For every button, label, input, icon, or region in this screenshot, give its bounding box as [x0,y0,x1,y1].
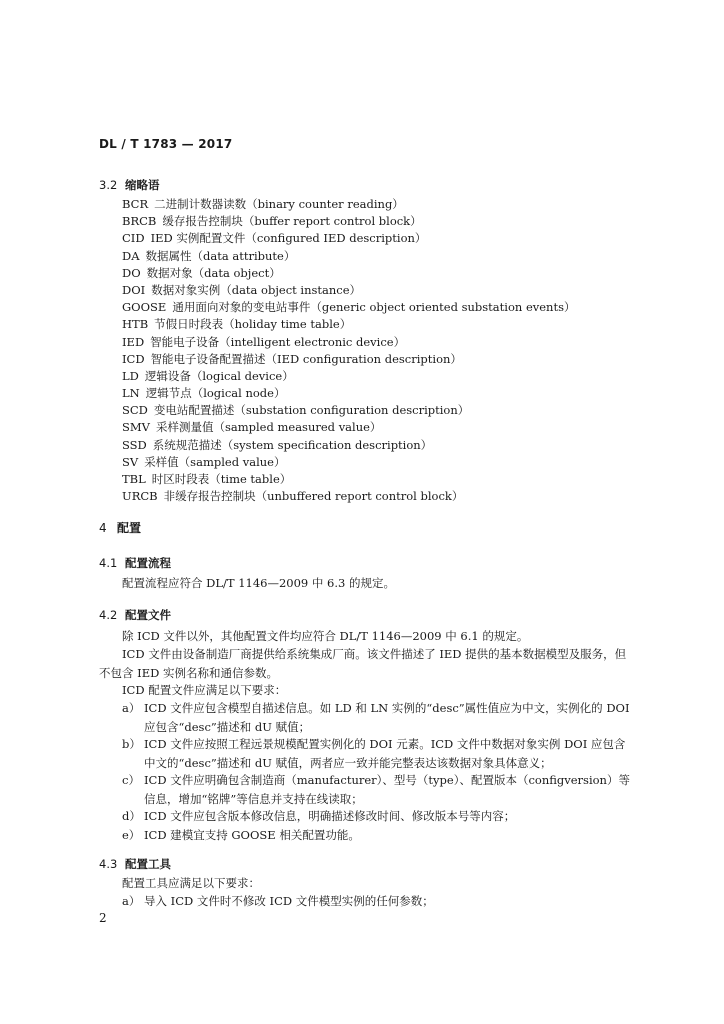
requirement-item [122,892,630,911]
paragraph: 配置流程应符合 DL/T 1146—2009 中 6.3 的规定。 [122,576,395,590]
item-text: 导入 ICD 文件时不修改 ICD 文件模型实例的任何参数； [144,894,434,908]
abbr-term: SMV [122,420,150,435]
abbr-desc: 系统规范描述（system specification description） [152,437,433,452]
section-title: 配置流程 [125,556,171,570]
abbr-desc: 时区时段表（time table） [151,472,292,486]
abbr-desc: 缓存报告控制块（buffer report control block） [162,214,422,229]
section-4-3-heading [99,856,171,872]
paragraph: 除 ICD 文件以外，其他配置文件均应符合 DL/T 1146—2009 中 6.1 的规定。 [122,629,529,643]
section-title: 配置 [117,521,142,535]
abbr-desc: 智能电子设备配置描述（IED configuration description） [150,351,462,366]
section-title: 配置工具 [125,857,171,871]
abbr-term: HTB [122,317,149,332]
list-item [122,299,575,316]
abbr-term: SV [122,454,139,469]
paragraph: 配置工具应满足以下要求： [122,876,260,890]
standard-header: DL / T 1783 — 2017 [99,137,233,151]
requirement-item [122,699,630,736]
list-item [122,471,575,488]
abbr-desc: 节假日时段表（holiday time table） [154,317,352,332]
abbr-term: GOOSE [122,300,167,315]
abbr-desc: 采样测量值（sampled measured value） [155,420,382,435]
list-item [122,488,575,505]
abbr-desc: 变电站配置描述（substation configuration description） [153,403,470,418]
section-4-1-heading [99,555,171,571]
abbr-term: LD [122,368,139,383]
abbr-term: ICD [122,351,145,366]
list-item [122,248,575,265]
abbr-term: URCB [122,489,158,504]
abbr-desc: 数据对象（data object） [146,265,281,280]
abbr-term: LN [122,386,140,401]
abbr-term: IED [122,334,145,349]
abbr-desc: 二进制计数器读数（binary counter reading） [154,197,404,211]
abbr-desc: 数据属性（data attribute） [145,248,296,263]
list-item [122,454,575,471]
item-marker: e） [122,828,141,842]
abbr-desc: IED 实例配置文件（configured IED description） [150,231,427,246]
paragraph: ICD 配置文件应满足以下要求： [122,683,287,697]
abbr-term: BRCB [122,214,157,229]
abbr-desc: 数据对象实例（data object instance） [151,282,362,297]
abbr-term: DOI [122,282,146,297]
abbr-term: SCD [122,403,148,418]
page-number: 2 [99,911,107,925]
list-item [122,419,575,436]
abbr-term: BCR [122,197,149,211]
abbr-term: DO [122,265,141,280]
section-4-heading [99,519,141,536]
list-item [122,196,575,213]
abbr-term: DA [122,248,140,263]
item-marker: a） [122,701,141,715]
section-number: 4 [99,521,107,535]
abbreviation-list [122,196,575,505]
section-title: 配置文件 [125,608,171,622]
item-marker: d） [122,809,141,823]
abbr-term: SSD [122,437,147,452]
abbr-desc: 逻辑设备（logical device） [144,368,294,383]
abbr-desc: 通用面向对象的变电站事件（generic object oriented substation events） [172,300,576,315]
item-marker: c） [122,773,140,787]
paragraph: ICD 文件由设备制造厂商提供给系统集成厂商。该文件描述了 IED 提供的基本数据模型及服务，但不包含 IED 实例名称和通信参数。 [99,647,627,680]
abbr-desc: 采样值（sampled value） [144,454,286,469]
requirement-item [122,826,630,845]
section-number: 3.2 [99,178,118,192]
item-text: ICD 建模宜支持 GOOSE 相关配置功能。 [144,828,360,842]
list-item [122,368,575,385]
list-item [122,265,575,282]
requirement-item [122,771,630,808]
list-item [122,402,575,419]
section-number: 4.1 [99,556,118,570]
list-item [122,282,575,299]
requirement-item [122,807,630,826]
section-number: 4.2 [99,608,118,622]
list-item [122,230,575,247]
abbr-term: TBL [122,472,146,486]
list-item [122,334,575,351]
section-number: 4.3 [99,857,118,871]
item-text: ICD 文件应包含版本修改信息，明确描述修改时间、修改版本号等内容； [144,809,516,823]
list-item [122,437,575,454]
abbr-term: CID [122,231,145,246]
list-item [122,351,575,368]
item-marker: a） [122,894,141,908]
section-3-2-heading [99,177,160,193]
abbr-desc: 逻辑节点（logical node） [145,386,286,401]
item-text: ICD 文件应明确包含制造商（manufacturer）、型号（type）、配置版本（configversion）等信息，增加“铭牌”等信息并支持在线读取； [144,773,630,806]
list-item [122,213,575,230]
section-4-2-heading [99,607,171,623]
item-marker: b） [122,737,141,751]
section-title: 缩略语 [125,178,160,192]
list-item [122,385,575,402]
abbr-desc: 非缓存报告控制块（unbuffered report control block） [163,489,464,504]
item-text: ICD 文件应按照工程远景规模配置实例化的 DOI 元素。ICD 文件中数据对象实例 DOI 应包含中文的“desc”描述和 dU 赋值，两者应一致并能完整表达该数据对象具体意义； [144,737,626,770]
abbr-desc: 智能电子设备（intelligent electronic device） [150,334,406,349]
item-text: ICD 文件应包含模型自描述信息。如 LD 和 LN 实例的“desc”属性值应为中文，实例化的 DOI 应包含“desc”描述和 dU 赋值； [144,701,630,734]
requirement-item [122,735,630,772]
list-item [122,316,575,333]
